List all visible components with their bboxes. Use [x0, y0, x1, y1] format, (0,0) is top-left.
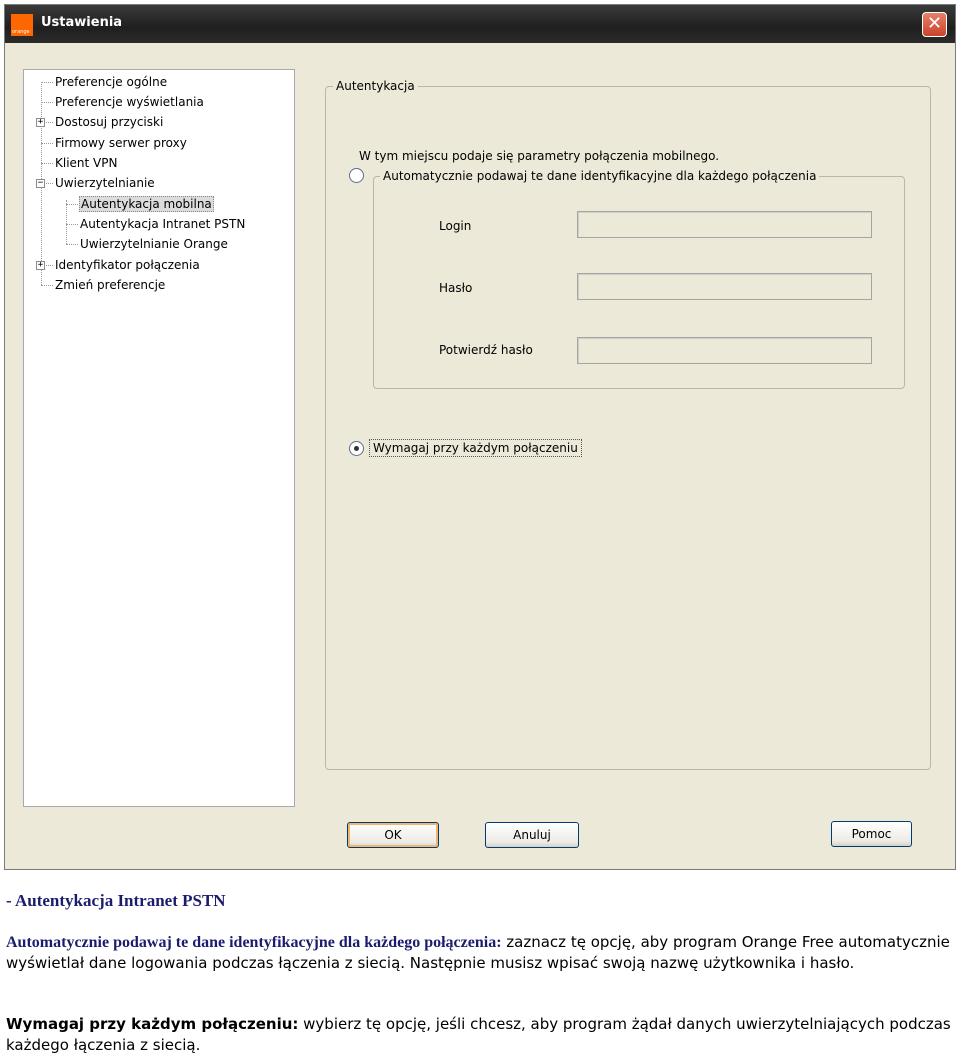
login-label: Login — [439, 219, 472, 233]
password-label: Hasło — [439, 281, 473, 295]
authentication-group-title: Autentykacja — [333, 79, 418, 93]
confirm-password-label: Potwierdź hasło — [439, 343, 533, 357]
confirm-password-field[interactable] — [577, 337, 872, 364]
auto-credentials-label[interactable]: Automatycznie podawaj te dane identyfikacyjne dla każdego połączenia — [380, 169, 819, 183]
orange-logo: orange — [11, 14, 33, 36]
tree-connector — [41, 163, 53, 164]
window-client-area — [5, 43, 955, 869]
tree-item-label: Preferencje wyświetlania — [55, 95, 204, 109]
section-heading: - Autentykacja Intranet PSTN — [6, 891, 226, 910]
tree-item-label: Zmień preferencje — [55, 278, 166, 292]
tree-connector — [46, 265, 53, 266]
radio-selected-dot — [354, 446, 359, 451]
tree-connector — [41, 102, 53, 103]
description-text: zaznacz tę opcję, aby program Orange Free automatycznie wyświetlał dane logowania podczas łączenia z siecią. Następnie musisz wpisać swoją nazwę użytkownika i hasło. — [6, 933, 950, 972]
collapse-icon[interactable]: − — [37, 178, 44, 188]
tree-item-label: Autentykacja mobilna — [81, 197, 212, 211]
tree-connector — [46, 122, 53, 123]
password-field[interactable] — [577, 273, 872, 300]
description-term: Automatycznie podawaj te dane identyfikacyjne dla każdego połączenia: — [6, 934, 502, 951]
tree-connector — [66, 204, 78, 205]
expand-icon[interactable]: + — [37, 117, 44, 127]
description-paragraph-require — [6, 1014, 958, 1054]
tree-connector — [41, 143, 53, 144]
cancel-button[interactable]: Anuluj — [485, 822, 579, 848]
tree-connector — [66, 200, 67, 244]
tree-item-label: Uwierzytelnianie — [55, 176, 155, 190]
require-each-connection-label[interactable]: Wymagaj przy każdym połączeniu — [369, 439, 582, 457]
info-text: W tym miejscu podaje się parametry połączenia mobilnego. — [359, 149, 720, 163]
require-each-connection-radio[interactable] — [349, 441, 364, 456]
tree-item-label: Firmowy serwer proxy — [55, 136, 187, 150]
settings-tree[interactable] — [23, 69, 295, 807]
help-button[interactable]: Pomoc — [831, 821, 912, 847]
tree-item-label: Identyfikator połączenia — [55, 258, 200, 272]
title-bar[interactable] — [5, 5, 955, 43]
tree-item-label: Preferencje ogólne — [55, 75, 168, 89]
auto-credentials-radio[interactable] — [349, 168, 364, 183]
window-title: Ustawienia — [41, 15, 123, 30]
tree-connector — [41, 82, 53, 83]
tree-item-label: Uwierzytelnianie Orange — [80, 237, 228, 251]
description-paragraph-auto — [6, 932, 958, 974]
tree-item-label: Autentykacja Intranet PSTN — [80, 217, 246, 231]
ok-button[interactable]: OK — [347, 822, 439, 848]
tree-item-label: Klient VPN — [55, 156, 118, 170]
tree-connector — [66, 224, 78, 225]
login-field[interactable] — [577, 211, 872, 238]
settings-window — [4, 4, 956, 870]
close-button[interactable]: ✕ — [922, 12, 947, 37]
tree-connector — [66, 244, 78, 245]
expand-icon[interactable]: + — [37, 260, 44, 270]
tree-connector — [46, 183, 53, 184]
tree-item-label: Dostosuj przyciski — [55, 115, 164, 129]
description-text: wybierz tę opcję, jeśli chcesz, aby program żądał danych uwierzytelniających podczas każdego łączenia z siecią. — [6, 1015, 951, 1054]
description-term: Wymagaj przy każdym połączeniu: — [6, 1015, 299, 1033]
tree-connector — [41, 285, 53, 286]
